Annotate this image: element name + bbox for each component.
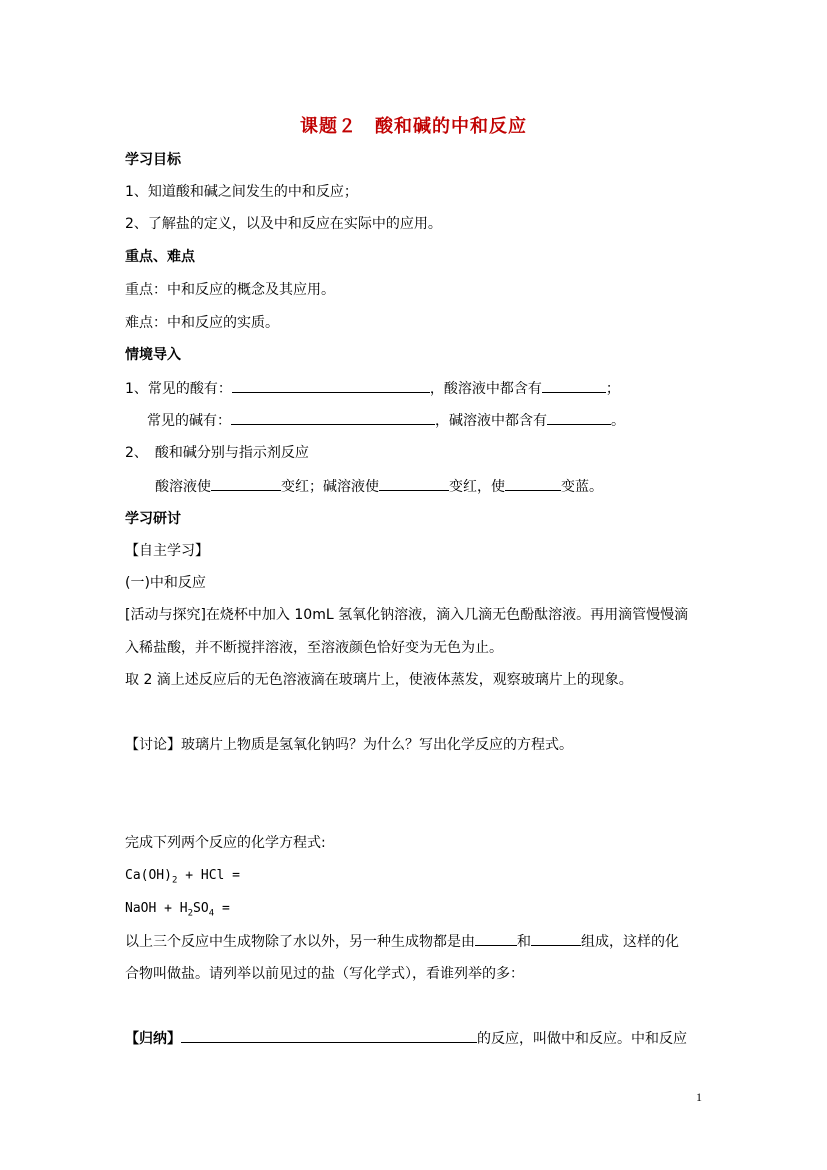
equation-1: $Ca(OH)_2$ + HCl = [125, 868, 241, 886]
equation-instruction: 完成下列两个反应的化学方程式: [125, 835, 326, 851]
self-study-label: 【自主学习】 [125, 543, 209, 559]
answer-blank-acid-indicator[interactable] [211, 476, 281, 491]
question-2-indicators: 酸溶液使 变红；碱溶液使 变红，使 变蓝。 [155, 476, 603, 497]
section-heading-intro: 情境导入 [125, 347, 181, 363]
salt-definition-line-1: 以上三个反应中生成物除了水以外，另一种生成物都是由 和 组成，这样的化 [125, 931, 679, 952]
question-1-bases: 常见的碱有： ，碱溶液中都含有 。 [147, 410, 625, 431]
page-title [0, 112, 827, 138]
activity-text-line-2: 入稀盐酸，并不断搅拌溶液，至溶液颜色恰好变为无色为止。 [125, 640, 503, 656]
activity-text-line-3: 取 2 滴上述反应后的无色溶液滴在玻璃片上，使液体蒸发，观察玻璃片上的现象。 [125, 672, 633, 688]
answer-blank-base-indicator-blue[interactable] [505, 476, 561, 491]
section-heading-study: 学习研讨 [125, 511, 181, 527]
key-point-text: 重点：中和反应的概念及其应用。 [125, 282, 335, 298]
section-heading-objectives: 学习目标 [125, 152, 181, 168]
answer-blank-bases[interactable] [231, 410, 435, 425]
answer-blank-salt-ion-1[interactable] [475, 931, 517, 946]
answer-blank-base-indicator-red[interactable] [379, 476, 449, 491]
subsection-neutralization: (一)中和反应 [125, 575, 206, 591]
answer-blank-base-ion[interactable] [547, 410, 611, 425]
salt-definition-line-2: 合物叫做盐。请列举以前见过的盐（写化学式），看谁列举的多： [125, 966, 524, 982]
summary-line: 【归纳】 的反应，叫做中和反应。中和反应 [125, 1028, 687, 1049]
question-2: 2、 酸和碱分别与指示剂反应 [125, 445, 309, 461]
title-topic: 酸和碱的中和反应 [375, 116, 527, 137]
title-lesson-number: 课题２ [300, 116, 357, 137]
objective-item-1: 1、知道酸和碱之间发生的中和反应； [125, 184, 358, 200]
equation-2: NaOH + $H_2SO_4$ = [125, 901, 230, 919]
answer-blank-salt-ion-2[interactable] [531, 931, 581, 946]
question-1-acids: 1、常见的酸有： ，酸溶液中都含有 ； [125, 378, 620, 399]
objective-item-2: 2、了解盐的定义，以及中和反应在实际中的应用。 [125, 216, 442, 232]
answer-blank-acids[interactable] [232, 378, 430, 393]
answer-blank-summary[interactable] [181, 1028, 477, 1043]
section-heading-key-points: 重点、难点 [125, 249, 195, 265]
answer-blank-acid-ion[interactable] [542, 378, 606, 393]
activity-text-line-1: [活动与探究]在烧杯中加入 10mL 氢氧化钠溶液，滴入几滴无色酚酞溶液。再用滴管慢慢滴 [125, 607, 689, 623]
discussion-text: 【讨论】玻璃片上物质是氢氧化钠吗？为什么？写出化学反应的方程式。 [125, 737, 573, 753]
page-number: 1 [696, 1090, 702, 1104]
difficulty-text: 难点：中和反应的实质。 [125, 315, 279, 331]
